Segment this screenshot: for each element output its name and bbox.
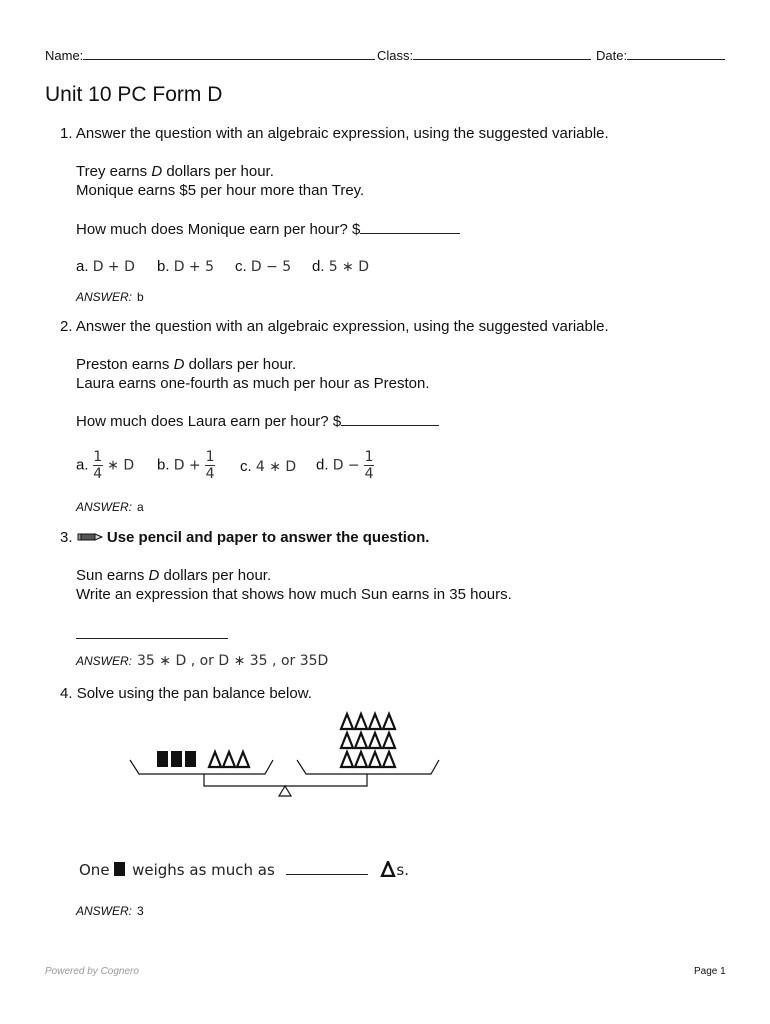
q4-answer-label: ANSWER: bbox=[76, 904, 133, 918]
q2-answer-blank[interactable] bbox=[341, 411, 439, 426]
q2-choice-d-pre: D − bbox=[332, 457, 365, 474]
q2-choice-b[interactable] bbox=[157, 450, 215, 481]
q2-choice-c-expr: 4 ∗ D bbox=[255, 459, 297, 475]
square-weight bbox=[185, 751, 196, 767]
q2-answer-value: a bbox=[137, 500, 144, 514]
square-weight bbox=[157, 751, 168, 767]
triangle-weight bbox=[355, 752, 367, 767]
q3-line1-var: D bbox=[148, 567, 160, 584]
q4-number: 4. bbox=[60, 685, 73, 702]
q1-choice-c-expr: D − 5 bbox=[250, 259, 292, 275]
square-weight bbox=[171, 751, 182, 767]
q3-line1-post: dollars per hour. bbox=[159, 567, 272, 584]
triangle-weight bbox=[383, 752, 395, 767]
class-field bbox=[377, 46, 591, 63]
q3-line2: Write an expression that shows how much Sun earns in 35 hours. bbox=[76, 586, 512, 603]
fulcrum bbox=[279, 786, 291, 796]
class-blank[interactable] bbox=[413, 46, 591, 60]
powered-by: Powered by Cognero bbox=[45, 966, 139, 977]
triangle-weight bbox=[355, 733, 367, 748]
q2-line1 bbox=[76, 356, 296, 373]
q1-line1-pre: Trey earns bbox=[76, 163, 152, 180]
q1-answer-value: b bbox=[137, 290, 144, 304]
q4-sentence bbox=[79, 860, 409, 879]
q4-prompt bbox=[60, 685, 312, 702]
q2-choice-b-pre: D + bbox=[173, 457, 206, 474]
q2-line1-var: D bbox=[173, 356, 185, 373]
q1-choice-c-label: c. bbox=[235, 258, 247, 275]
q2-question bbox=[76, 411, 439, 430]
q3-answer-blank[interactable] bbox=[76, 624, 228, 639]
q2-choice-a-den: 4 bbox=[93, 466, 103, 482]
q2-answer bbox=[76, 500, 144, 514]
q1-choice-d-label: d. bbox=[312, 258, 325, 275]
q4-answer-blank[interactable] bbox=[286, 860, 368, 875]
q1-choice-d-expr: 5 ∗ D bbox=[328, 259, 370, 275]
q1-choice-b-label: b. bbox=[157, 258, 170, 275]
q1-choice-b[interactable] bbox=[157, 258, 214, 275]
square-weight-icon bbox=[114, 862, 125, 876]
q1-choice-b-expr: D + 5 bbox=[173, 259, 215, 275]
q2-choice-b-den: 4 bbox=[205, 466, 215, 482]
q2-choice-b-fraction bbox=[205, 450, 215, 481]
q1-line1 bbox=[76, 163, 274, 180]
q1-choice-a-label: a. bbox=[76, 258, 89, 275]
q3-answer-label: ANSWER: bbox=[76, 654, 133, 668]
q2-choice-c[interactable] bbox=[240, 458, 296, 475]
pan-balance-diagram bbox=[125, 708, 445, 804]
q1-number: 1. bbox=[60, 125, 73, 142]
date-label: Date: bbox=[596, 48, 628, 63]
q2-choice-a-num: 1 bbox=[93, 449, 103, 465]
q1-choice-a[interactable] bbox=[76, 258, 135, 275]
triangle-weight bbox=[383, 733, 395, 748]
q2-choice-d[interactable] bbox=[316, 450, 374, 481]
q3-line1-pre: Sun earns bbox=[76, 567, 149, 584]
q4-sentence-mid: weighs as much as bbox=[132, 861, 275, 879]
q1-answer bbox=[76, 290, 144, 304]
date-field bbox=[596, 46, 725, 63]
q1-question-text: How much does Monique earn per hour? $ bbox=[76, 221, 361, 238]
q2-choice-a-fraction bbox=[93, 450, 103, 481]
q2-prompt bbox=[60, 318, 609, 335]
q1-answer-blank[interactable] bbox=[360, 219, 460, 234]
q3-prompt bbox=[60, 529, 429, 547]
q3-line1 bbox=[76, 567, 271, 584]
q1-question bbox=[76, 219, 460, 238]
q4-prompt-text: Solve using the pan balance below. bbox=[76, 685, 312, 702]
q4-answer bbox=[76, 904, 144, 918]
triangle-weight bbox=[209, 752, 221, 767]
left-pan bbox=[130, 760, 273, 774]
left-pan-weights bbox=[157, 751, 249, 767]
q3-answer-value: 35 ∗ D , or D ∗ 35 , or 35D bbox=[137, 653, 329, 669]
right-pan-weights bbox=[341, 714, 395, 767]
q1-choice-c[interactable] bbox=[235, 258, 291, 275]
triangle-weight-icon bbox=[380, 861, 396, 877]
q2-choice-b-num: 1 bbox=[205, 449, 215, 465]
balance-beam bbox=[204, 774, 367, 786]
q2-line1-post: dollars per hour. bbox=[184, 356, 297, 373]
q2-line1-pre: Preston earns bbox=[76, 356, 174, 373]
triangle-weight bbox=[341, 752, 353, 767]
q1-prompt bbox=[60, 125, 609, 142]
q1-line1-post: dollars per hour. bbox=[162, 163, 274, 180]
triangle-weight bbox=[369, 714, 381, 729]
triangle-weight bbox=[383, 714, 395, 729]
q4-answer-value: 3 bbox=[137, 904, 144, 918]
q2-number: 2. bbox=[60, 318, 73, 335]
q3-answer bbox=[76, 653, 328, 669]
q2-choice-d-fraction bbox=[364, 450, 374, 481]
q1-line2: Monique earns $5 per hour more than Trey. bbox=[76, 182, 365, 199]
triangle-weight bbox=[369, 752, 381, 767]
q2-choice-d-num: 1 bbox=[364, 449, 374, 465]
q4-sentence-post: s. bbox=[396, 861, 409, 879]
q2-choice-c-label: c. bbox=[240, 458, 252, 475]
q2-choice-d-den: 4 bbox=[364, 466, 374, 482]
q3-prompt-text: Use pencil and paper to answer the question. bbox=[106, 529, 430, 546]
q2-choice-a-post: ∗ D bbox=[102, 457, 135, 474]
triangle-weight bbox=[341, 714, 353, 729]
q3-number: 3. bbox=[60, 529, 73, 546]
q2-choice-d-label: d. bbox=[316, 456, 329, 474]
page-title: Unit 10 PC Form D bbox=[45, 83, 223, 106]
q4-sentence-pre: One bbox=[79, 861, 110, 879]
page-number: Page 1 bbox=[694, 966, 726, 977]
q2-choice-a[interactable] bbox=[76, 450, 134, 481]
name-label: Name: bbox=[45, 48, 84, 63]
triangle-weight bbox=[341, 733, 353, 748]
q2-choice-b-label: b. bbox=[157, 456, 170, 474]
triangle-weight bbox=[369, 733, 381, 748]
pencil-icon bbox=[77, 530, 103, 547]
name-blank[interactable] bbox=[83, 46, 375, 60]
q2-line2: Laura earns one-fourth as much per hour as Preston. bbox=[76, 375, 430, 392]
class-label: Class: bbox=[377, 48, 414, 63]
q2-answer-label: ANSWER: bbox=[76, 500, 133, 514]
q2-choice-a-label: a. bbox=[76, 456, 89, 474]
triangle-weight bbox=[355, 714, 367, 729]
q1-choice-d[interactable] bbox=[312, 258, 369, 275]
q1-choice-a-expr: D + D bbox=[92, 259, 135, 275]
q2-prompt-text: Answer the question with an algebraic expression, using the suggested variable. bbox=[75, 318, 609, 335]
triangle-weight bbox=[237, 752, 249, 767]
triangle-weight bbox=[223, 752, 235, 767]
q1-prompt-text: Answer the question with an algebraic expression, using the suggested variable. bbox=[75, 125, 609, 142]
q1-line1-var: D bbox=[151, 163, 163, 180]
q2-question-text: How much does Laura earn per hour? $ bbox=[76, 413, 342, 430]
name-field bbox=[45, 46, 375, 63]
q1-answer-label: ANSWER: bbox=[76, 290, 133, 304]
date-blank[interactable] bbox=[627, 46, 725, 60]
